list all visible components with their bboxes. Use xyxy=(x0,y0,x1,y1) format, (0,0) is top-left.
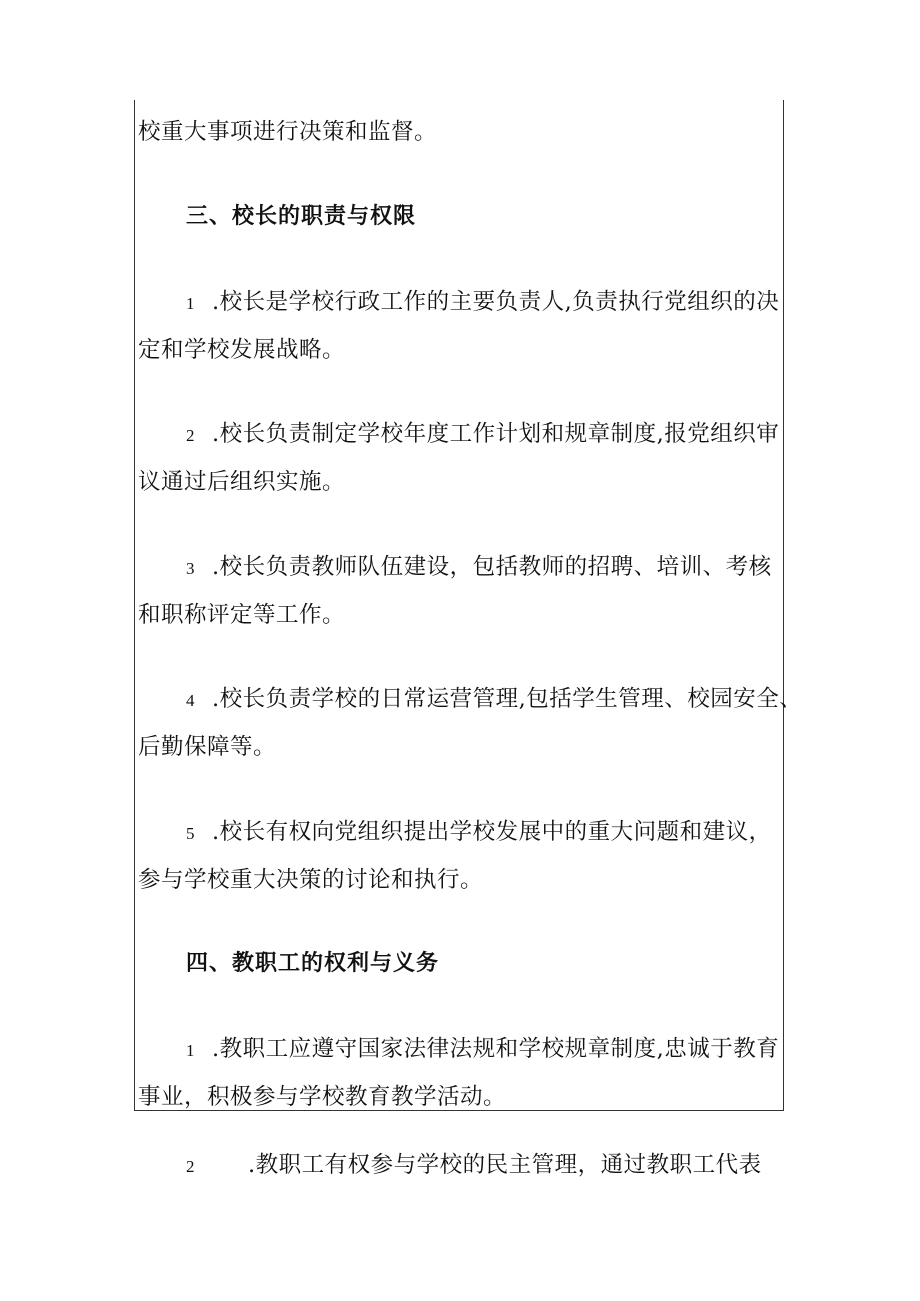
paragraph-line xyxy=(186,684,802,716)
item-text: .校长负责学校的日常运营管理,包括学生管理、校园安全、 xyxy=(212,686,803,712)
item-number: 4 xyxy=(186,691,195,710)
paragraph-line: 和职称评定等工作。 xyxy=(138,602,346,628)
item-text: .教职工有权参与学校的民主管理，通过教职工代表 xyxy=(248,1152,762,1178)
section-heading-4: 四、教职工的权利与义务 xyxy=(186,951,440,976)
item-text: .校长负责制定学校年度工作计划和规章制度,报党组织审 xyxy=(212,421,780,447)
paragraph-line: 校重大事项进行决策和监督。 xyxy=(138,119,438,145)
item-number: 2 xyxy=(186,1157,195,1176)
paragraph-line xyxy=(186,1150,762,1182)
paragraph-line: 定和学校发展战略。 xyxy=(138,337,346,363)
item-text: .校长是学校行政工作的主要负责人,负责执行党组织的决 xyxy=(212,289,780,315)
item-text: .教职工应遵守国家法律法规和学校规章制度,忠诚于教育 xyxy=(212,1036,780,1062)
item-number: 1 xyxy=(186,294,195,313)
item-text: .校长有权向党组织提出学校发展中的重大问题和建议， xyxy=(212,819,772,845)
paragraph-line xyxy=(186,287,779,319)
item-number: 1 xyxy=(186,1041,195,1060)
paragraph-line xyxy=(186,817,772,849)
paragraph-line: 后勤保障等。 xyxy=(138,734,277,760)
paragraph-line xyxy=(186,419,779,451)
paragraph-line: 事业，积极参与学校教育教学活动。 xyxy=(138,1084,507,1110)
section-heading-3: 三、校长的职责与权限 xyxy=(186,204,417,229)
paragraph-line: 议通过后组织实施。 xyxy=(138,469,346,495)
item-number: 2 xyxy=(186,426,195,445)
paragraph-line: 参与学校重大决策的讨论和执行。 xyxy=(138,867,484,893)
paragraph-line xyxy=(186,552,772,584)
item-number: 5 xyxy=(186,824,195,843)
paragraph-line xyxy=(186,1034,779,1066)
item-text: .校长负责教师队伍建设，包括教师的招聘、培训、考核 xyxy=(212,554,772,580)
item-number: 3 xyxy=(186,559,195,578)
